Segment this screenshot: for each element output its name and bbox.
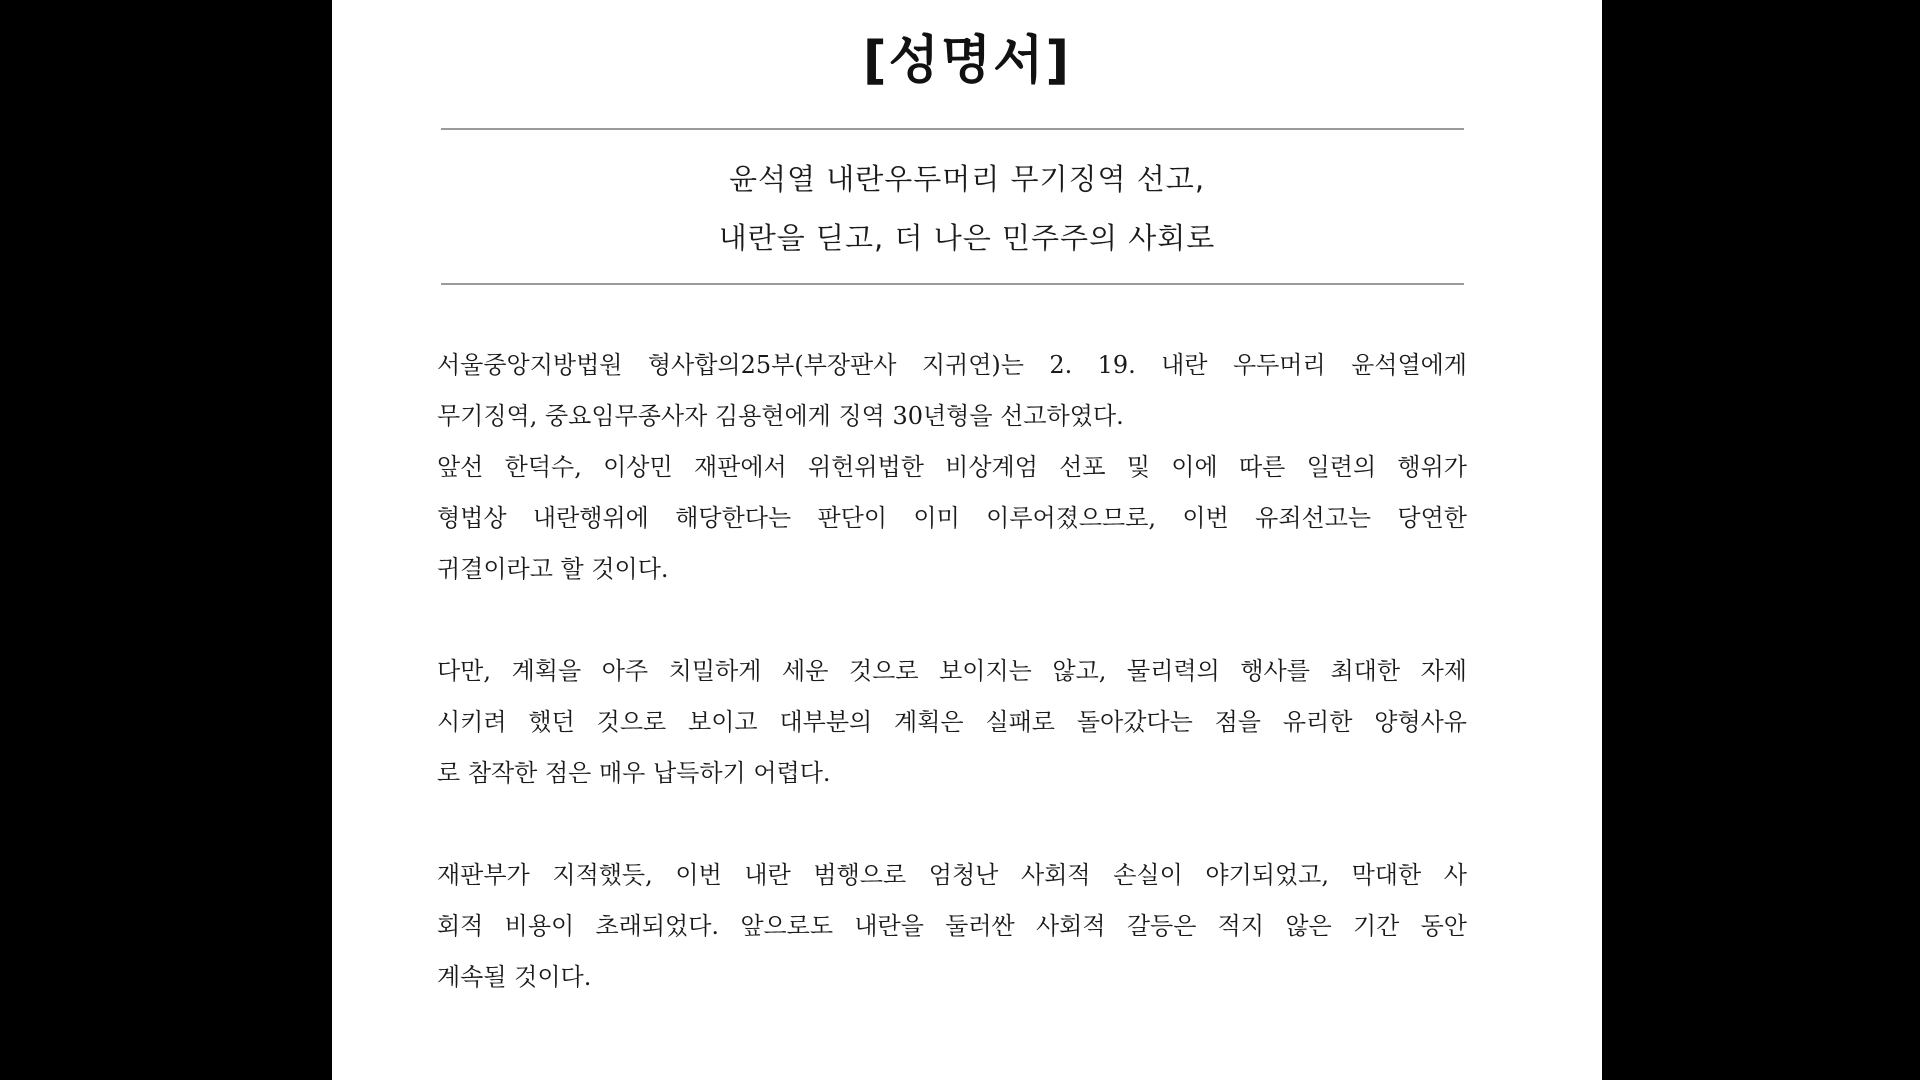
body-line: 귀결이라고 할 것이다. <box>437 555 669 583</box>
body-line: 계속될 것이다. <box>437 963 592 991</box>
document-page <box>332 0 1602 1080</box>
paragraph-gap <box>437 799 1467 850</box>
body-line: 재판부가 지적했듯, 이번 내란 범행으로 엄청난 사회적 손실이 야기되었고, 막대한 사 <box>437 861 1467 889</box>
body-line: 앞선 한덕수, 이상민 재판에서 위헌위법한 비상계엄 선포 및 이에 따른 일련의 행위가 <box>437 453 1467 481</box>
bottom-divider <box>441 283 1464 285</box>
body-line: 회적 비용이 초래되었다. 앞으로도 내란을 둘러싼 사회적 갈등은 적지 않은 기간 동안 <box>437 912 1467 940</box>
paragraph-2 <box>437 646 1467 799</box>
body-line: 다만, 계획을 아주 치밀하게 세운 것으로 보이지는 않고, 물리력의 행사를 최대한 자제 <box>437 657 1467 685</box>
paragraph-1 <box>437 340 1467 595</box>
paragraph-gap <box>437 595 1467 646</box>
document-subtitle <box>332 150 1602 268</box>
body-line: 서울중앙지방법원 형사합의25부(부장판사 지귀연)는 2. 19. 내란 우두머리 윤석열에게 <box>437 351 1467 379</box>
body-line: 시키려 했던 것으로 보이고 대부분의 계획은 실패로 돌아갔다는 점을 유리한 양형사유 <box>437 708 1467 736</box>
subtitle-line: 윤석열 내란우두머리 무기징역 선고, <box>728 162 1206 196</box>
body-line: 무기징역, 중요임무종사자 김용현에게 징역 30년형을 선고하였다. <box>437 402 1124 430</box>
subtitle-line: 내란을 딛고, 더 나은 민주주의 사회로 <box>718 221 1216 255</box>
paragraph-3 <box>437 850 1467 1003</box>
top-divider <box>441 128 1464 130</box>
body-line: 형법상 내란행위에 해당한다는 판단이 이미 이루어졌으므로, 이번 유죄선고는 당연한 <box>437 504 1467 532</box>
body-line: 로 참작한 점은 매우 납득하기 어렵다. <box>437 759 831 787</box>
document-body <box>437 340 1467 1003</box>
document-title: [성명서] <box>862 31 1072 91</box>
